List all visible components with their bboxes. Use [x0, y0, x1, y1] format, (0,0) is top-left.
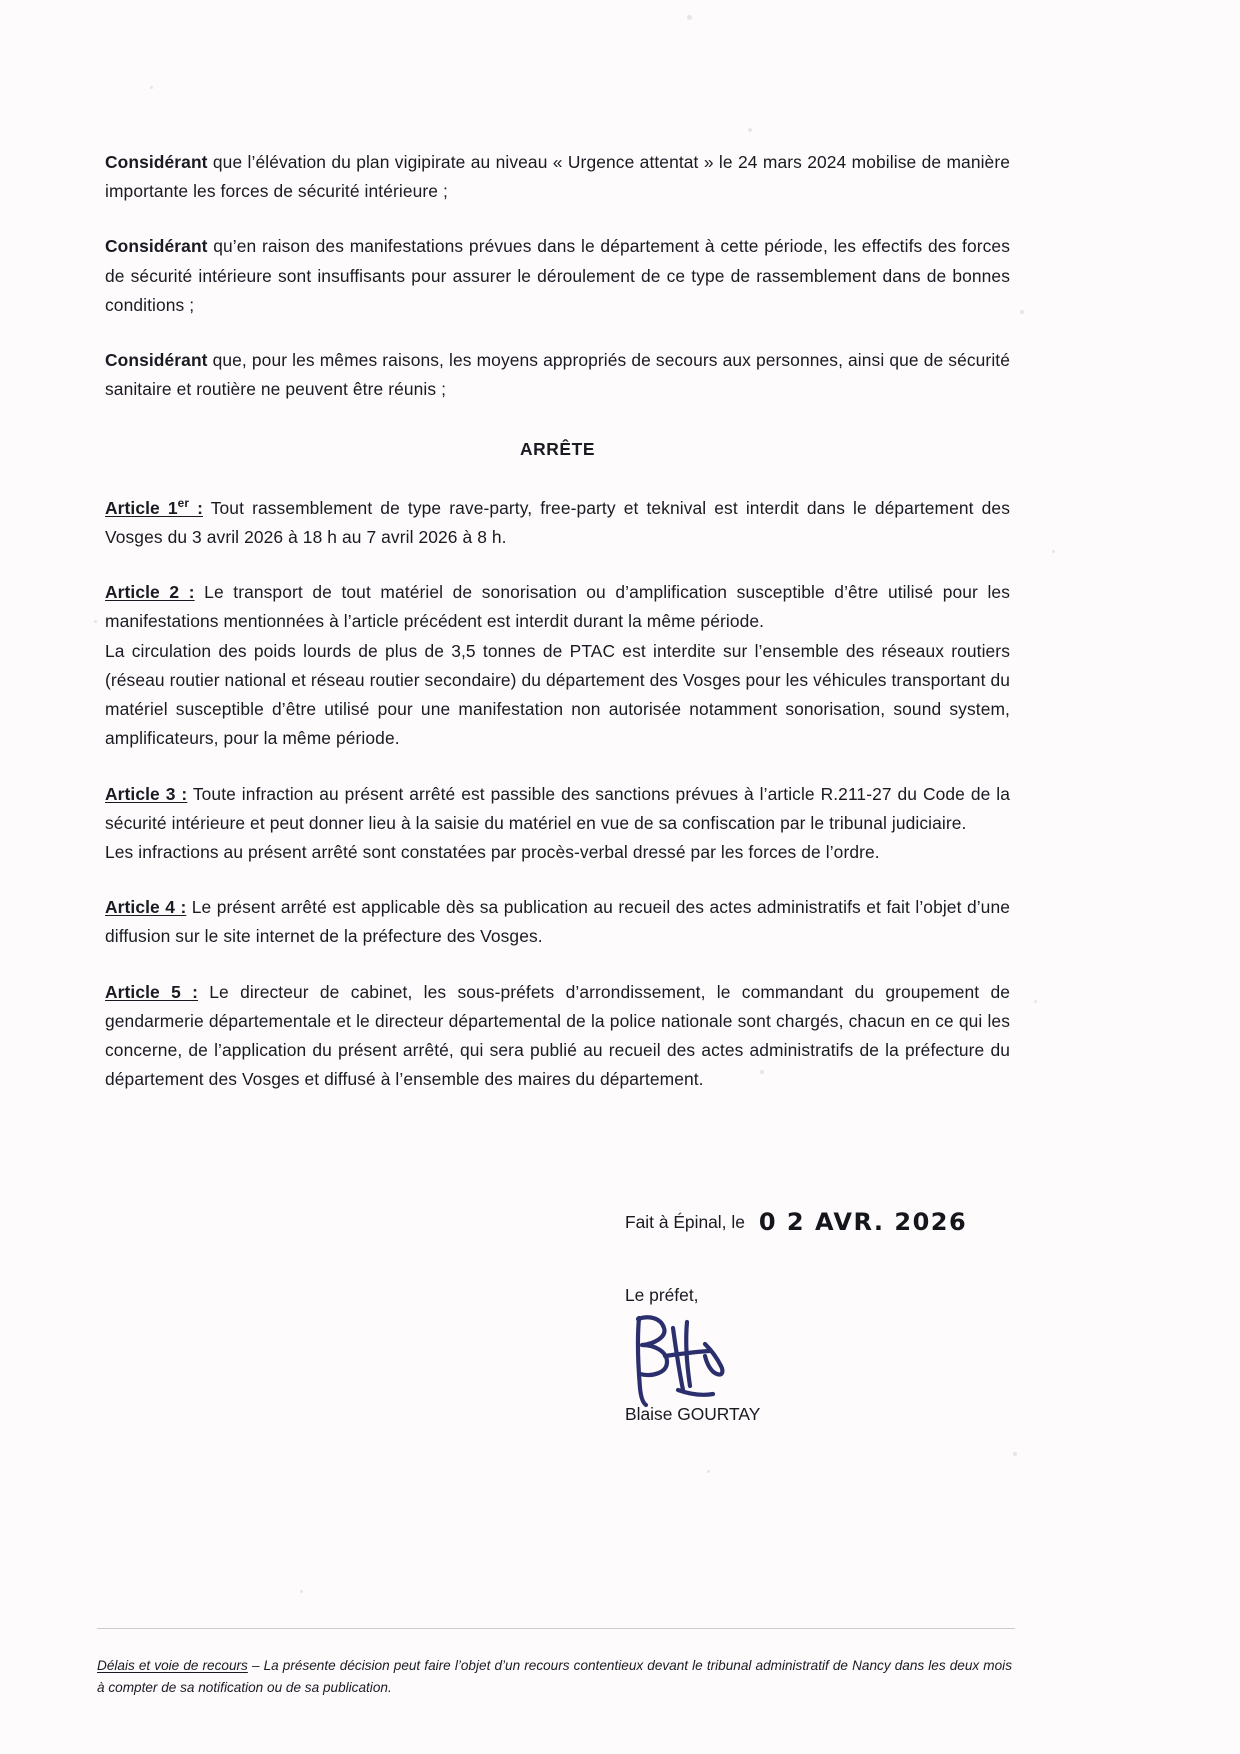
- document-body: [105, 148, 1010, 1121]
- article-label: Article 2 :: [105, 582, 195, 603]
- appeal-notice-label: Délais et voie de recours: [97, 1658, 248, 1673]
- signer-name: Blaise GOURTAY: [625, 1403, 761, 1424]
- considerant-text: que, pour les mêmes raisons, les moyens appropriés de secours aux personnes, ainsi que de sécurité sanitaire et routière ne peuvent être réunis ;: [105, 350, 1010, 400]
- scan-speck: [1020, 310, 1024, 314]
- article-paragraph: [105, 978, 1010, 1095]
- considerant-text: qu’en raison des manifestations prévues dans le département à cette période, les effectifs des forces de sécurité intérieure sont insuffisants pour assurer le déroulement de ce type de rassemblement dans de bonnes conditions ;: [105, 236, 1010, 315]
- article-paragraph-continuation: [105, 637, 1010, 754]
- article-text: La circulation des poids lourds de plus de 3,5 tonnes de PTAC est interdite sur l’ensemble des réseaux routiers (réseau routier national et réseau routier secondaire) du département des Vosges pour les véhicules transportant du matériel susceptible d’être utilisé pour une manifestation non autorisée notamment sonorisation, sound system, amplificateurs, pour la même période.: [105, 640, 1010, 749]
- considerant-lead: Considérant: [105, 350, 208, 371]
- article-paragraph: [105, 780, 1010, 838]
- article-label: Article 5 :: [105, 981, 199, 1002]
- article-label-suffix: :: [189, 497, 203, 518]
- article-label: [105, 495, 203, 518]
- handwritten-signature: [621, 1312, 1005, 1400]
- article-label-ordinal: er: [177, 495, 190, 510]
- article-label-text: Article 1: [105, 497, 178, 518]
- date-stamp: 0 2 AVR. 2026: [758, 1208, 968, 1236]
- article-text: Le directeur de cabinet, les sous-préfets d’arrondissement, le commandant du groupement de gendarmerie départementale et le directeur départemental de la police nationale sont chargés, chacun en ce qui les concerne, de l’application du présent arrêté, qui sera publié au recueil des actes administratifs de la préfecture du département des Vosges et diffusé à l’ensemble des maires du département.: [105, 981, 1010, 1090]
- article-text: Les infractions au présent arrêté sont constatées par procès-verbal dressé par les forces de l’ordre.: [105, 841, 880, 862]
- considerant-paragraph: [105, 148, 1010, 206]
- considerant-paragraph: [105, 232, 1010, 320]
- considerant-lead: Considérant: [105, 236, 208, 257]
- scan-speck: [300, 1590, 303, 1593]
- scan-speck: [687, 15, 692, 20]
- scan-speck: [748, 128, 752, 132]
- scan-speck: [1013, 1452, 1017, 1456]
- article-text: Le transport de tout matériel de sonorisation ou d’amplification susceptible d’être utilisé pour les manifestations mentionnées à l’article précédent est interdit durant la même période.: [105, 582, 1010, 632]
- considerant-paragraph: [105, 346, 1010, 404]
- article-label: Article 4 :: [105, 897, 187, 918]
- article-paragraph-continuation: [105, 838, 1010, 867]
- scan-speck: [1052, 550, 1055, 553]
- scan-speck: [150, 86, 153, 89]
- appeal-notice-text: – La présente décision peut faire l’objet d’un recours contentieux devant le tribunal administratif de Nancy dans les deux mois à compter de sa notification ou de sa publication.: [97, 1658, 1012, 1696]
- considerant-text: que l’élévation du plan vigipirate au niveau « Urgence attentat » le 24 mars 2024 mobilise de manière importante les forces de sécurité intérieure ;: [105, 152, 1010, 202]
- article-paragraph: [105, 893, 1010, 951]
- appeal-notice: [97, 1655, 1012, 1699]
- article-paragraph: [105, 494, 1010, 552]
- article-text: Tout rassemblement de type rave-party, free-party et teknival est interdit dans le département des Vosges du 3 avril 2026 à 18 h au 7 avril 2026 à 8 h.: [105, 497, 1010, 547]
- considerant-lead: Considérant: [105, 152, 208, 172]
- scan-speck: [94, 620, 97, 623]
- article-text: Toute infraction au présent arrêté est passible des sanctions prévues à l’article R.211-27 du Code de la sécurité intérieure et peut donner lieu à la saisie du matériel en vue de sa confiscation par le tribunal judiciaire.: [105, 783, 1010, 833]
- article-label: Article 3 :: [105, 783, 188, 804]
- scan-speck: [707, 1470, 710, 1473]
- article-paragraph: [105, 578, 1010, 636]
- signer-title: Le préfet,: [625, 1284, 699, 1305]
- place-and-date-line: [625, 1200, 1005, 1241]
- article-text: Le présent arrêté est applicable dès sa publication au recueil des actes administratifs et fait l’objet d’une diffusion sur le site internet de la préfecture des Vosges.: [105, 897, 1010, 947]
- scan-speck: [1034, 1000, 1037, 1003]
- decision-heading: ARRÊTE: [519, 438, 596, 459]
- footer-divider: [97, 1628, 1015, 1629]
- place-line-label: Fait à Épinal, le: [625, 1212, 745, 1232]
- signature-block: [625, 1200, 1005, 1425]
